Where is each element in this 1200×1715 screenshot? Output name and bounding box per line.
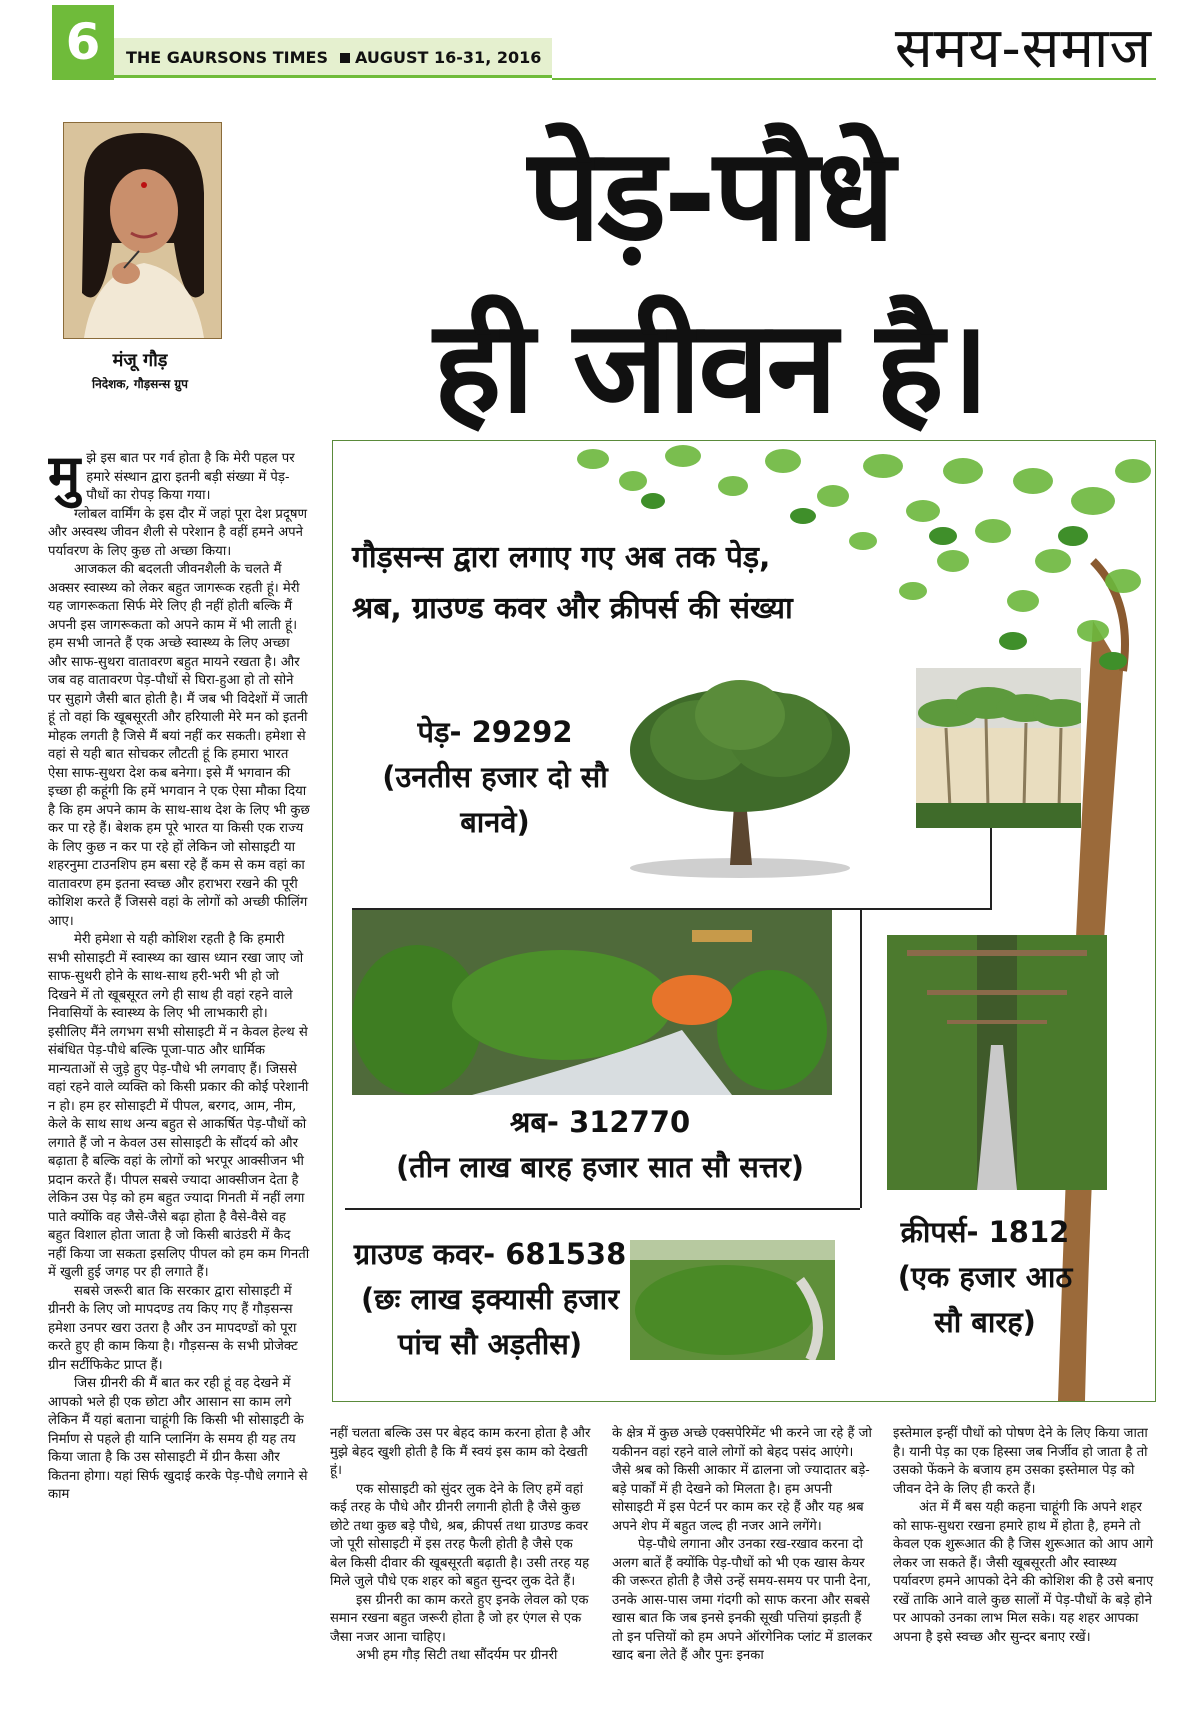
article-paragraph: एक सोसाइटी को सुंदर लुक देने के लिए हमें वहां कई तरह के पौधे और ग्रीनरी लगानी होती है जैसे कुछ छोटे तथा कुछ बड़े पौधे, श्रब, क्रीपर्स तथा ग्राउण्ड कवर जो पूरी सोसाइटी में इस तरह फैली होती है जैसे एक बेल किसी दीवार की खूबसूरती बढ़ाती है। उसी तरह यह मिले जुले पौधे एक शहर को बहुत सुन्दर लुक देते हैं। — [330, 1481, 590, 1589]
author-photo — [63, 122, 222, 339]
article-column-1 — [48, 450, 310, 1715]
ground-cover-photo — [630, 1240, 835, 1360]
infographic-heading-line-1: गौड़सन्स द्वारा लगाए गए अब तक पेड़, — [352, 540, 771, 575]
article-paragraph: पेड़-पौधे लगाना और उनका रख-रखाव करना दो अलग बातें हैं क्योंकि पेड़-पौधों को भी एक खास केयर की जरूरत होती है जैसे उन्हें समय-समय पर पानी देना, उनके आस-पास जमा गंदगी को साफ करना और सबसे खास बात कि जब इनसे इनकी सूखी पत्तियां झड़ती हैं तो इन पत्तियों को हम अपने ऑरगेनिक प्लांट में डालकर खाद बना लेते हैं और पुनः इनका — [612, 1537, 873, 1663]
divider-line — [860, 908, 862, 1208]
page-number: 6 — [52, 5, 114, 80]
article-paragraph: जिस ग्रीनरी की मैं बात कर रही हूं वह देखने में आपको भले ही एक छोटा और आसान सा काम लगे लेकिन मैं यहां बताना चाहूंगी कि किसी भी सोसाइटी के निर्माण से पहले ही यानि प्लानिंग के समय ही यह तय किया जाता है कि उस सोसाइटी में ग्रीन कैसा और कितना होगा। यहां सिर्फ खुदाई करके पेड़-पौधे लगाने से काम — [48, 1376, 308, 1502]
creepers-stat — [885, 1210, 1085, 1345]
publication-name: THE GAURSONS TIMES — [126, 48, 328, 67]
shrubs-stat — [375, 1100, 825, 1190]
author-title: निदेशक, गौड़सन्स ग्रुप — [91, 377, 188, 391]
creepers-count-words: (एक हजार आठ सौ बारह) — [897, 1260, 1073, 1339]
article-paragraph: आजकल की बदलती जीवनशैली के चलते मैं अक्सर स्वास्थ्य को लेकर बहुत जागरूक रहती हूं। मेरी यह जागरूकता सिर्फ मेरे लिए ही नहीं होती बल्कि मैं अपनी इस जागरूकता को अपने काम में भी लाती हूं। हम सभी जानते हैं एक अच्छे स्वास्थ्य के लिए अच्छा और साफ-सुथरा वातावरण बहुत मायने रखता है। और जब वह वातावरण पेड़-पौधों से घिरा-हुआ हो तो सोने पर सुहागे जैसी बात होती है। मैं जब भी विदेशों में जाती हूं तो वहां कि खूबसूरती और हरियाली मेरे मन को इतनी मोहक लगती है जिसे मैं बयां नहीं कर सकती। हमेशा से वहां से यही बात सोचकर लौटती हूं कि हमारा भारत ऐसा साफ-सुथरा देश कब बनेगा। इसे मैं भगवान की इच्छा ही कहूंगी कि हमें भगवान ने एक ऐसा मौका दिया है कि हम अपने काम के साथ-साथ देश के लिए भी कुछ कर पा रहे हैं। बेशक हम पूरे भारत या किसी एक राज्य के लिए कुछ न कर पा रहे हों लेकिन जो सोसाइटी या शहरनुमा टाउनशिप हम बसा रहे हैं कम से कम वहां का वातावरण हम इतना स्वच्छ और हराभरा रखने की पूरी कोशिश करते हैं जिससे वहां के लोगों को अच्छी फीलिंग आए। — [48, 562, 310, 929]
headline-line-2: ही जीवन है। — [433, 293, 987, 442]
trees-count-words: (उनतीस हजार दो सौ बानवे) — [382, 760, 608, 839]
ground-cover-count: ग्राउण्ड कवर- 681538 — [353, 1237, 627, 1271]
paragraph-text: झे इस बात पर गर्व होता है कि मेरी पहल पर हमारे संस्थान द्वारा इतनी बड़ी संख्या में पेड़-पौधों का रोपड़ किया गया। — [86, 451, 295, 503]
article-paragraph: के क्षेत्र में कुछ अच्छे एक्सपेरिमेंट भी करने जा रहे हैं जो यकीनन वहां रहने वाले लोगों को बेहद पसंद आएंगे। जैसे श्रब को किसी आकार में ढालना जो ज्यादातर बड़े-बड़े पार्कों में ही देखने को मिलता है। हम अपनी सोसाइटी में इस पेटर्न पर काम कर रहे हैं और यह श्रब अपने शेप में बहुत जल्द ही नजर आने लगेंगे। — [612, 1426, 872, 1534]
palm-trees-photo — [916, 668, 1081, 828]
divider-line — [990, 828, 992, 910]
infographic-heading — [352, 532, 892, 634]
article-column-4 — [893, 1425, 1155, 1715]
trees-count: पेड़- 29292 — [417, 715, 573, 749]
shrubs-photo — [352, 910, 832, 1095]
creepers-count: क्रीपर्स- 1812 — [900, 1215, 1070, 1249]
drop-cap: मु — [48, 450, 81, 506]
article-paragraph: अंत में मैं बस यही कहना चाहूंगी कि अपने शहर को साफ-सुथरा रखना हमारे हाथ में होता है, हमने तो केवल एक शुरूआत की है जिस शुरूआत को आप आगे लेकर जा सकते हैं। जैसी खूबसूरती और स्वास्थ्य पर्यावरण हमने आपको देने की कोशिश की है उसे बनाए रखें ताकि आने वाले कुछ सालों में पेड़-पौधों के बड़े होने पर आपको उनका लाभ मिल सके। यह शहर आपका अपना है इसे स्वच्छ और सुन्दर बनाए रखें। — [893, 1500, 1154, 1645]
article-paragraph — [48, 450, 310, 506]
creepers-pergola-photo — [887, 935, 1107, 1190]
shrubs-count-words: (तीन लाख बारह हजार सात सौ सत्तर) — [396, 1150, 804, 1184]
article-paragraph: ग्लोबल वार्मिंग के इस दौर में जहां पूरा देश प्रदूषण और अस्वस्थ जीवन शैली से परेशान है वहीं हमने अपने पर्यावरण के लिए कुछ तो अच्छा किया। — [48, 506, 308, 559]
article-paragraph: नहीं चलता बल्कि उस पर बेहद काम करना होता है और मुझे बेहद खुशी होती है कि मैं स्वयं इस काम को देखती हूं। — [330, 1426, 591, 1478]
headline — [290, 110, 1130, 454]
article-paragraph: इस ग्रीनरी का काम करते हुए इनके लेवल को एक समान रखना बहुत जरूरी होता है जो हर एंगल से एक जैसा नजर आना चाहिए। — [330, 1592, 589, 1645]
tree-image — [615, 670, 865, 885]
divider-line — [345, 1208, 860, 1210]
article-column-3 — [612, 1425, 874, 1715]
ground-cover-stat — [350, 1232, 630, 1367]
shrubs-count: श्रब- 312770 — [509, 1105, 691, 1139]
article-paragraph: इस्तेमाल इन्हीं पौधों को पोषण देने के लिए किया जाता है। यानी पेड़ का एक हिस्सा जब निर्जीव हो जाता है तो उसको फेंकने के बजाय हम उसका इस्तेमाल पेड़ को जीवन देने के लिए ही करते हैं। — [893, 1426, 1148, 1497]
article-paragraph: मेरी हमेशा से यही कोशिश रहती है कि हमारी सभी सोसाइटी में स्वास्थ्य का खास ध्यान रखा जाए जो साफ-सुथरी होने के साथ-साथ हरी-भरी भी हो जो दिखने में तो खूबसूरत लगे ही साथ ही वहां रहने वाले निवासियों के स्वास्थ्य के लिए भी लाभकारी हो। इसीलिए मैंने लगभग सभी सोसाइटी में न केवल हेल्थ से संबंधित पेड़-पौधे बल्कि पूजा-पाठ और धार्मिक मान्यताओं से जुड़े हुए पेड़-पौधे भी लगवाए हैं। जिससे वहां रहने वाले व्यक्ति को किसी प्रकार की कोई परेशानी न हो। हम हर सोसाइटी में पीपल, बरगद, आम, नीम, केले के साथ साथ अन्य बहुत से आकर्षित पेड़-पौधों को लगाते हैं जो न केवल उस सोसाइटी के सौंदर्य को और बढ़ाता है बल्कि वहां के लोगों को भरपूर आक्सीजन भी प्रदान करते हैं। पीपल सबसे ज्यादा आक्सीजन देता है लेकिन उस पेड़ को हम बहुत ज्यादा गिनती में नहीं लगा पाते क्योंकि वह जैसे-जैसे बढ़ा होता है वैसे-वैसे वह बहुत विशाल होता जाता है जो किसी बाउंडरी में कैद नहीं किया जा सकता इसलिए पीपल को हम कम गिनती में खुली हुई जगह पर ही लगाते हैं। — [48, 932, 310, 1280]
issue-date: AUGUST 16-31, 2016 — [355, 48, 542, 67]
article-paragraph: सबसे जरूरी बात कि सरकार द्वारा सोसाइटी में ग्रीनरी के लिए जो मापदण्ड तय किए गए हैं गौड़सन्स हमेशा उनपर खरा उतरा है और उन मापदण्डों को पूरा करते हुए ही काम किया है। गौड़सन्स के सभी प्रोजेक्ट ग्रीन सर्टीफिकेट प्राप्त हैं। — [48, 1283, 298, 1373]
ground-cover-count-words: (छः लाख इक्यासी हजार पांच सौ अड़तीस) — [360, 1282, 620, 1361]
infographic-heading-line-2: श्रब, ग्राउण्ड कवर और क्रीपर्स की संख्या — [352, 591, 793, 626]
author-name: मंजू गौड़ — [112, 350, 168, 371]
article-paragraph: अभी हम गौड़ सिटी तथा सौंदर्यम पर ग्रीनरी — [356, 1648, 558, 1663]
masthead-band — [114, 38, 552, 78]
headline-line-1: पेड़-पौधे — [528, 121, 892, 270]
section-title: समय-समाज — [894, 16, 1152, 81]
trees-stat — [372, 710, 618, 845]
article-column-2 — [330, 1425, 592, 1715]
square-bullet-icon — [340, 53, 350, 63]
